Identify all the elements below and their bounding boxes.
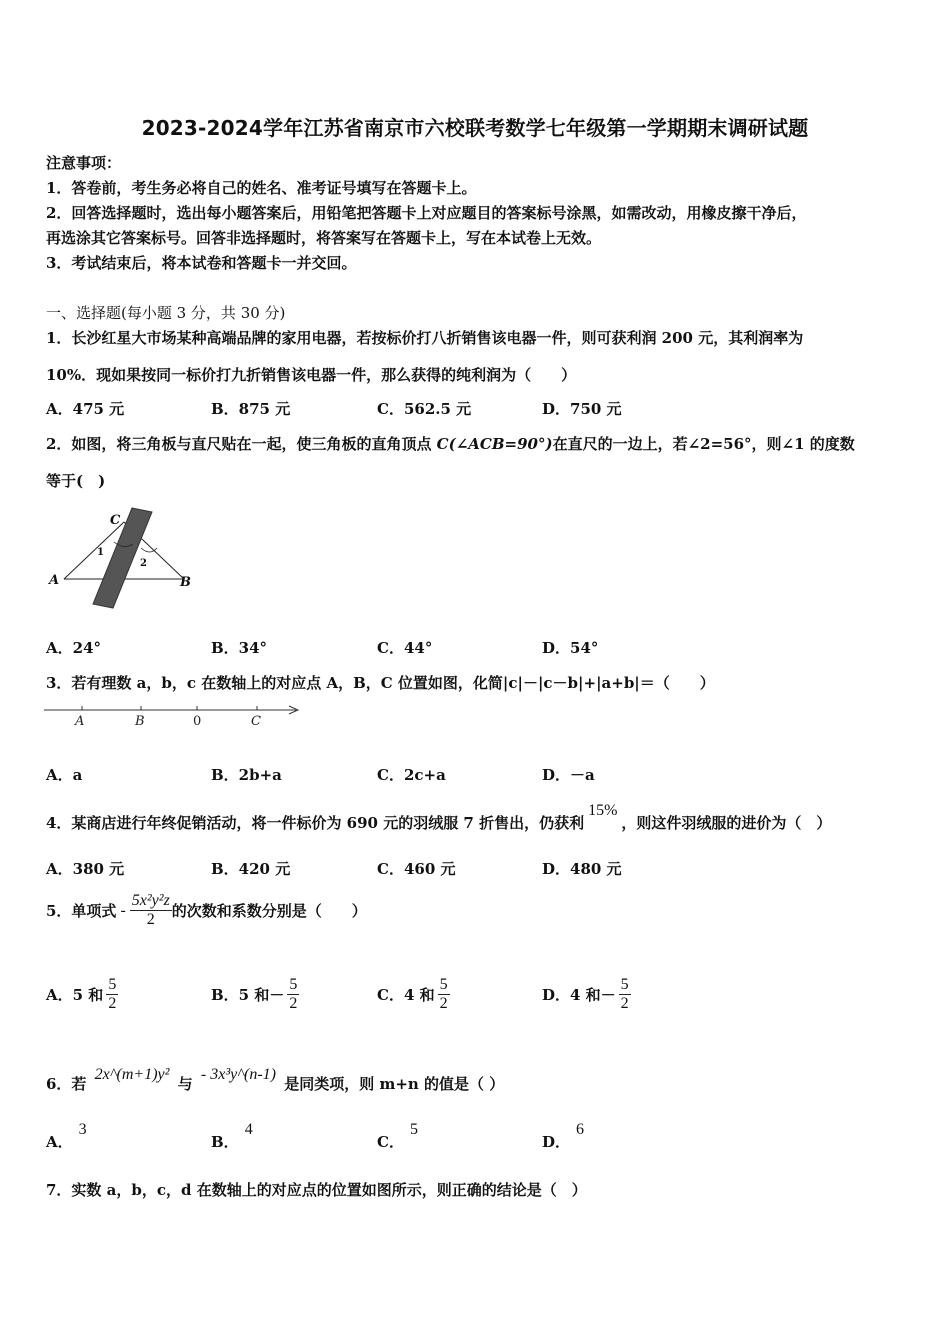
section-heading: 一、选择题(每小题 3 分，共 30 分) — [46, 304, 286, 322]
q1-option-d[interactable]: D．750 元 — [542, 400, 622, 418]
question-2-text — [46, 433, 855, 454]
q5-option-b-label: B．5 和－ — [211, 986, 285, 1004]
q1-option-a[interactable]: A．475 元 — [46, 400, 125, 418]
q5-prefix: 5．单项式 — [46, 902, 117, 920]
q6-suffix: 是同类项，则 m+n 的值是（ ） — [284, 1075, 505, 1093]
q4-percent: 15% — [588, 802, 618, 819]
origin-label: 0 — [193, 714, 202, 729]
notice-item: 再选涂其它答案标号。回答非选择题时，将答案写在答题卡上，写在本试卷上无效。 — [46, 229, 602, 247]
q5-option-a[interactable] — [46, 976, 118, 1013]
q5-numerator: 5x²y²z — [131, 892, 170, 909]
q3-option-d[interactable]: D．－a — [542, 766, 595, 784]
q6-term2: - 3x³y^(n-1) — [200, 1066, 276, 1083]
q5-denominator: 2 — [146, 911, 155, 928]
question-1-text: 1．长沙红星大市场某种高端品牌的家用电器，若按标价打八折销售该电器一件，则可获利润 200 元，其利润率为 — [46, 329, 804, 347]
page-title: 2023-2024学年江苏省南京市六校联考数学七年级第一学期期末调研试题 — [141, 116, 809, 140]
question-5-text — [46, 892, 367, 929]
q5-option-d-num: 5 — [620, 976, 629, 993]
q5-option-d-fraction — [619, 976, 631, 1013]
notice-item: 1．答卷前，考生务必将自己的姓名、准考证号填写在答题卡上。 — [46, 179, 477, 197]
question-1-text-cont: 10%．现如果按同一标价打九折销售该电器一件，那么获得的纯利润为（ ） — [46, 366, 577, 384]
q6-option-b-label: B． — [211, 1133, 239, 1151]
point-c-label: C — [251, 714, 261, 729]
notice-item: 3．考试结束后，将本试卷和答题卡一并交回。 — [46, 254, 357, 272]
point-a-label: A — [75, 714, 85, 729]
q6-option-b[interactable] — [211, 1121, 253, 1152]
q5-option-b-fraction — [287, 976, 299, 1013]
q4-option-c[interactable]: C．460 元 — [377, 860, 456, 878]
q6-prefix: 6．若 — [46, 1075, 87, 1093]
question-2-text-cont: 等于( ) — [46, 472, 106, 490]
q2-text-part1: 2．如图，将三角板与直尺贴在一起，使三角板的直角顶点 — [46, 435, 437, 453]
q6-option-a-label: A． — [46, 1133, 73, 1151]
q1-option-b[interactable]: B．875 元 — [211, 400, 291, 418]
q2-option-a[interactable]: A．24° — [46, 639, 102, 657]
q5-option-c-label: C．4 和 — [377, 986, 435, 1004]
q2-option-c[interactable]: C．44° — [377, 639, 433, 657]
q3-option-c[interactable]: C．2c+a — [377, 766, 446, 784]
question-4-text — [46, 802, 832, 833]
q6-option-a[interactable] — [46, 1121, 87, 1152]
q5-option-c-num: 5 — [439, 976, 448, 993]
q6-option-c-value: 5 — [409, 1121, 418, 1138]
q5-monomial-fraction — [130, 892, 172, 929]
q5-option-c-fraction — [438, 976, 450, 1013]
label-b: B — [180, 575, 191, 590]
q6-option-d-value: 6 — [576, 1121, 585, 1138]
question-7-text: 7．实数 a，b，c，d 在数轴上的对应点的位置如图所示，则正确的结论是（ ） — [46, 1181, 587, 1199]
q5-option-d-label: D．4 和－ — [542, 986, 616, 1004]
notice-heading: 注意事项： — [46, 154, 122, 172]
q5-option-b[interactable] — [211, 976, 299, 1013]
q4-text-part1: 4．某商店进行年终促销活动，将一件标价为 690 元的羽绒服 7 折售出，仍获利 — [46, 814, 585, 832]
q5-suffix: 的次数和系数分别是（ ） — [171, 902, 367, 920]
q2-option-d[interactable]: D．54° — [542, 639, 599, 657]
q5-option-a-den: 2 — [108, 995, 117, 1012]
triangle-ruler-figure — [44, 500, 204, 615]
q5-option-a-num: 5 — [108, 976, 117, 993]
q5-option-b-num: 5 — [289, 976, 298, 993]
q6-option-d-label: D． — [542, 1133, 571, 1151]
q3-option-a[interactable]: A．a — [46, 766, 83, 784]
q2-angle-def: C(∠ACB=90°) — [436, 435, 553, 453]
question-6-text — [46, 1066, 505, 1094]
q5-option-a-label: A．5 和 — [46, 986, 104, 1004]
notice-item: 2．回答选择题时，选出每小题答案后，用铅笔把答题卡上对应题目的答案标号涂黑，如需改动，用橡皮擦干净后， — [46, 204, 807, 222]
number-line-figure — [44, 700, 304, 732]
q6-option-c-label: C． — [377, 1133, 404, 1151]
q4-text-part2: ，则这件羽绒服的进价为（ ） — [621, 814, 832, 832]
q4-option-a[interactable]: A．380 元 — [46, 860, 125, 878]
question-3-text: 3．若有理数 a，b，c 在数轴上的对应点 A，B，C 位置如图，化简|c|－|c－b|+|a+b|＝（ ） — [46, 674, 715, 692]
label-c: C — [110, 513, 121, 528]
q5-option-d[interactable] — [542, 976, 631, 1013]
q4-option-d[interactable]: D．480 元 — [542, 860, 622, 878]
q2-text-part2: 在直尺的一边上，若∠2=56°，则∠1 的度数 — [552, 435, 855, 453]
q5-option-d-den: 2 — [620, 995, 629, 1012]
q6-option-b-value: 4 — [244, 1121, 253, 1138]
label-a: A — [49, 573, 60, 588]
q2-option-b[interactable]: B．34° — [211, 639, 268, 657]
q5-option-c[interactable] — [377, 976, 450, 1013]
q4-option-b[interactable]: B．420 元 — [211, 860, 291, 878]
q5-option-a-fraction — [106, 976, 118, 1013]
q6-option-c[interactable] — [377, 1121, 418, 1152]
q6-term1: 2x^(m+1)y² — [94, 1066, 170, 1083]
q5-option-b-den: 2 — [289, 995, 298, 1012]
q5-negative-sign: - — [120, 901, 126, 919]
q6-option-d[interactable] — [542, 1121, 585, 1152]
label-angle-2: 2 — [140, 558, 147, 569]
q5-option-c-den: 2 — [439, 995, 448, 1012]
q1-option-c[interactable]: C．562.5 元 — [377, 400, 472, 418]
q6-mid: 与 — [177, 1075, 193, 1093]
q3-option-b[interactable]: B．2b+a — [211, 766, 282, 784]
label-angle-1: 1 — [97, 547, 104, 558]
q6-option-a-value: 3 — [78, 1121, 87, 1138]
point-b-label: B — [135, 714, 145, 729]
